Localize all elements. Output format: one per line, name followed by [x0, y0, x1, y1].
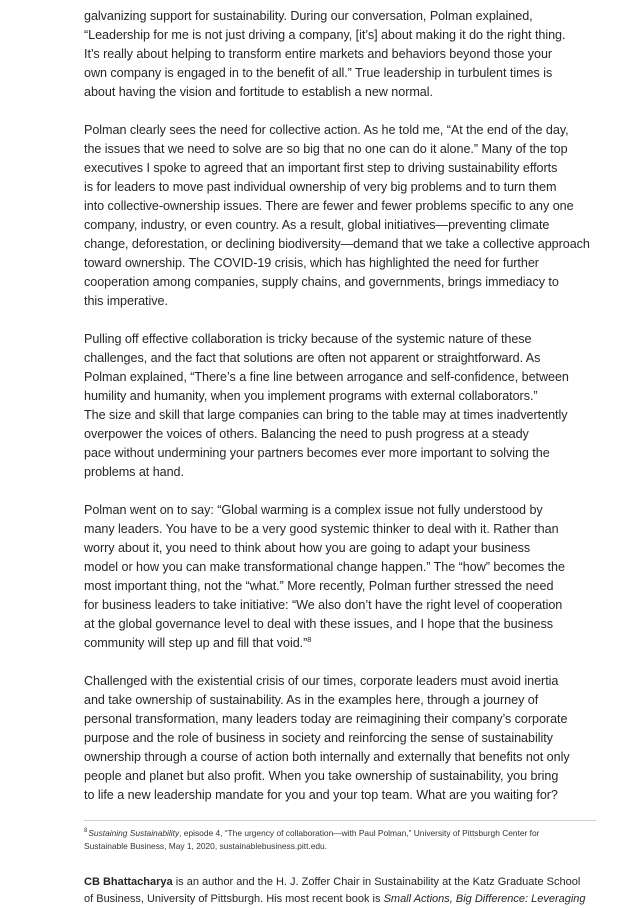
- author-name: CB Bhattacharya: [84, 876, 173, 888]
- footnote-divider: [84, 820, 596, 821]
- text-line: Pulling off effective collaboration is tricky because of the systemic nature of these: [84, 332, 532, 346]
- text-line: cooperation among companies, supply chains, and governments, brings immediacy to: [84, 275, 559, 289]
- text-line: It’s really about helping to transform entire markets and behaviors beyond those your: [84, 47, 553, 61]
- text-line: executives I spoke to agreed that an important first step to driving sustainability efforts: [84, 161, 558, 175]
- author-bio-text: of Business, University of Pittsburgh. His most recent book is: [84, 893, 384, 905]
- footnote: [84, 827, 596, 853]
- text-line: the issues that we need to solve are so big that no one can do it alone.” Many of the top: [84, 142, 568, 156]
- article-body: [84, 7, 596, 824]
- text-line: to life a new leadership mandate for you and your top team. What are you waiting for?: [84, 788, 558, 802]
- author-bio-text: is an author and the H. J. Zoffer Chair in Sustainability at the Katz Graduate School: [172, 876, 581, 888]
- text-line: worry about it, you need to think about how you are going to adapt your business: [84, 541, 531, 555]
- text-line: into collective-ownership issues. There are fewer and fewer problems specific to any one: [84, 199, 574, 213]
- text-line: Polman explained, “There’s a fine line between arrogance and self-confidence, between: [84, 370, 569, 384]
- text-line-content: community will step up and fill that void.”: [84, 636, 308, 650]
- text-line: own company is engaged in to the benefit of all.” True leadership in turbulent times is: [84, 66, 553, 80]
- text-line: most important thing, not the “what.” More recently, Polman further stressed the need: [84, 579, 554, 593]
- text-line: purpose and the role of business in society and reinforcing the sense of sustainability: [84, 731, 553, 745]
- text-line: at the global governance level to deal with these issues, and I hope that the business: [84, 617, 553, 631]
- text-line: humility and humanity, when you implement programs with external collaborators.”: [84, 389, 538, 403]
- paragraph: [84, 672, 596, 805]
- book-title: Small Actions, Big Difference: Leveraging: [383, 893, 586, 905]
- text-line: Polman went on to say: “Global warming is a complex issue not fully understood by: [84, 503, 543, 517]
- text-line: many leaders. You have to be a very good systemic thinker to deal with it. Rather than: [84, 522, 559, 536]
- text-line: change, deforestation, or declining biodiversity—demand that we take a collective approach: [84, 237, 590, 251]
- author-bio-line: [84, 891, 596, 908]
- paragraph: [84, 501, 596, 653]
- text-line: for business leaders to take initiative: “We also don’t have the right level of cooperation: [84, 598, 563, 612]
- text-line: overpower the voices of others. Balancing the need to push progress at a steady: [84, 427, 529, 441]
- text-line: Polman clearly sees the need for collective action. As he told me, “At the end of the day,: [84, 123, 569, 137]
- text-line: toward ownership. The COVID-19 crisis, which has highlighted the need for further: [84, 256, 539, 270]
- text-line: problems at hand.: [84, 465, 184, 479]
- author-bio-line: [84, 874, 596, 891]
- text-line: “Leadership for me is not just driving a company, [it’s] about making it do the right thing.: [84, 28, 566, 42]
- text-line: galvanizing support for sustainability. During our conversation, Polman explained,: [84, 9, 533, 23]
- text-line: ownership through a course of action both internally and externally that benefits not only: [84, 750, 570, 764]
- paragraph: [84, 7, 596, 102]
- text-line: [84, 634, 596, 653]
- footnote-reference[interactable]: 8: [307, 634, 312, 644]
- footnote-text: , episode 4, “The urgency of collaboration—with Paul Polman,” University of Pittsburgh Center for: [179, 828, 540, 838]
- text-line: is for leaders to move past individual ownership of very big problems and to turn them: [84, 180, 557, 194]
- text-line: pace without undermining your partners becomes ever more important to solving the: [84, 446, 550, 460]
- footnote-line: Sustainable Business, May 1, 2020, sustainablebusiness.pitt.edu.: [84, 841, 328, 851]
- footnote-line: [84, 827, 596, 840]
- footnote-source-title: Sustaining Sustainability: [88, 828, 180, 838]
- text-line: and take ownership of sustainability. As in the examples here, through a journey of: [84, 693, 539, 707]
- text-line: Challenged with the existential crisis of our times, corporate leaders must avoid inertia: [84, 674, 559, 688]
- author-bio: [84, 874, 596, 908]
- paragraph: [84, 121, 596, 311]
- text-line: model or how you can make transformational change happen.” The “how” becomes the: [84, 560, 565, 574]
- text-line: The size and skill that large companies can bring to the table may at times inadvertently: [84, 408, 568, 422]
- text-line: people and planet but also profit. When you take ownership of sustainability, you bring: [84, 769, 559, 783]
- text-line: company, industry, or even country. As a result, global initiatives—preventing climate: [84, 218, 550, 232]
- text-line: personal transformation, many leaders today are reimagining their company’s corporate: [84, 712, 568, 726]
- text-line: about having the vision and fortitude to establish a new normal.: [84, 85, 433, 99]
- footnote-number: 8: [84, 828, 88, 835]
- text-line: this imperative.: [84, 294, 168, 308]
- text-line: challenges, and the fact that solutions are often not apparent or straightforward. As: [84, 351, 541, 365]
- paragraph: [84, 330, 596, 482]
